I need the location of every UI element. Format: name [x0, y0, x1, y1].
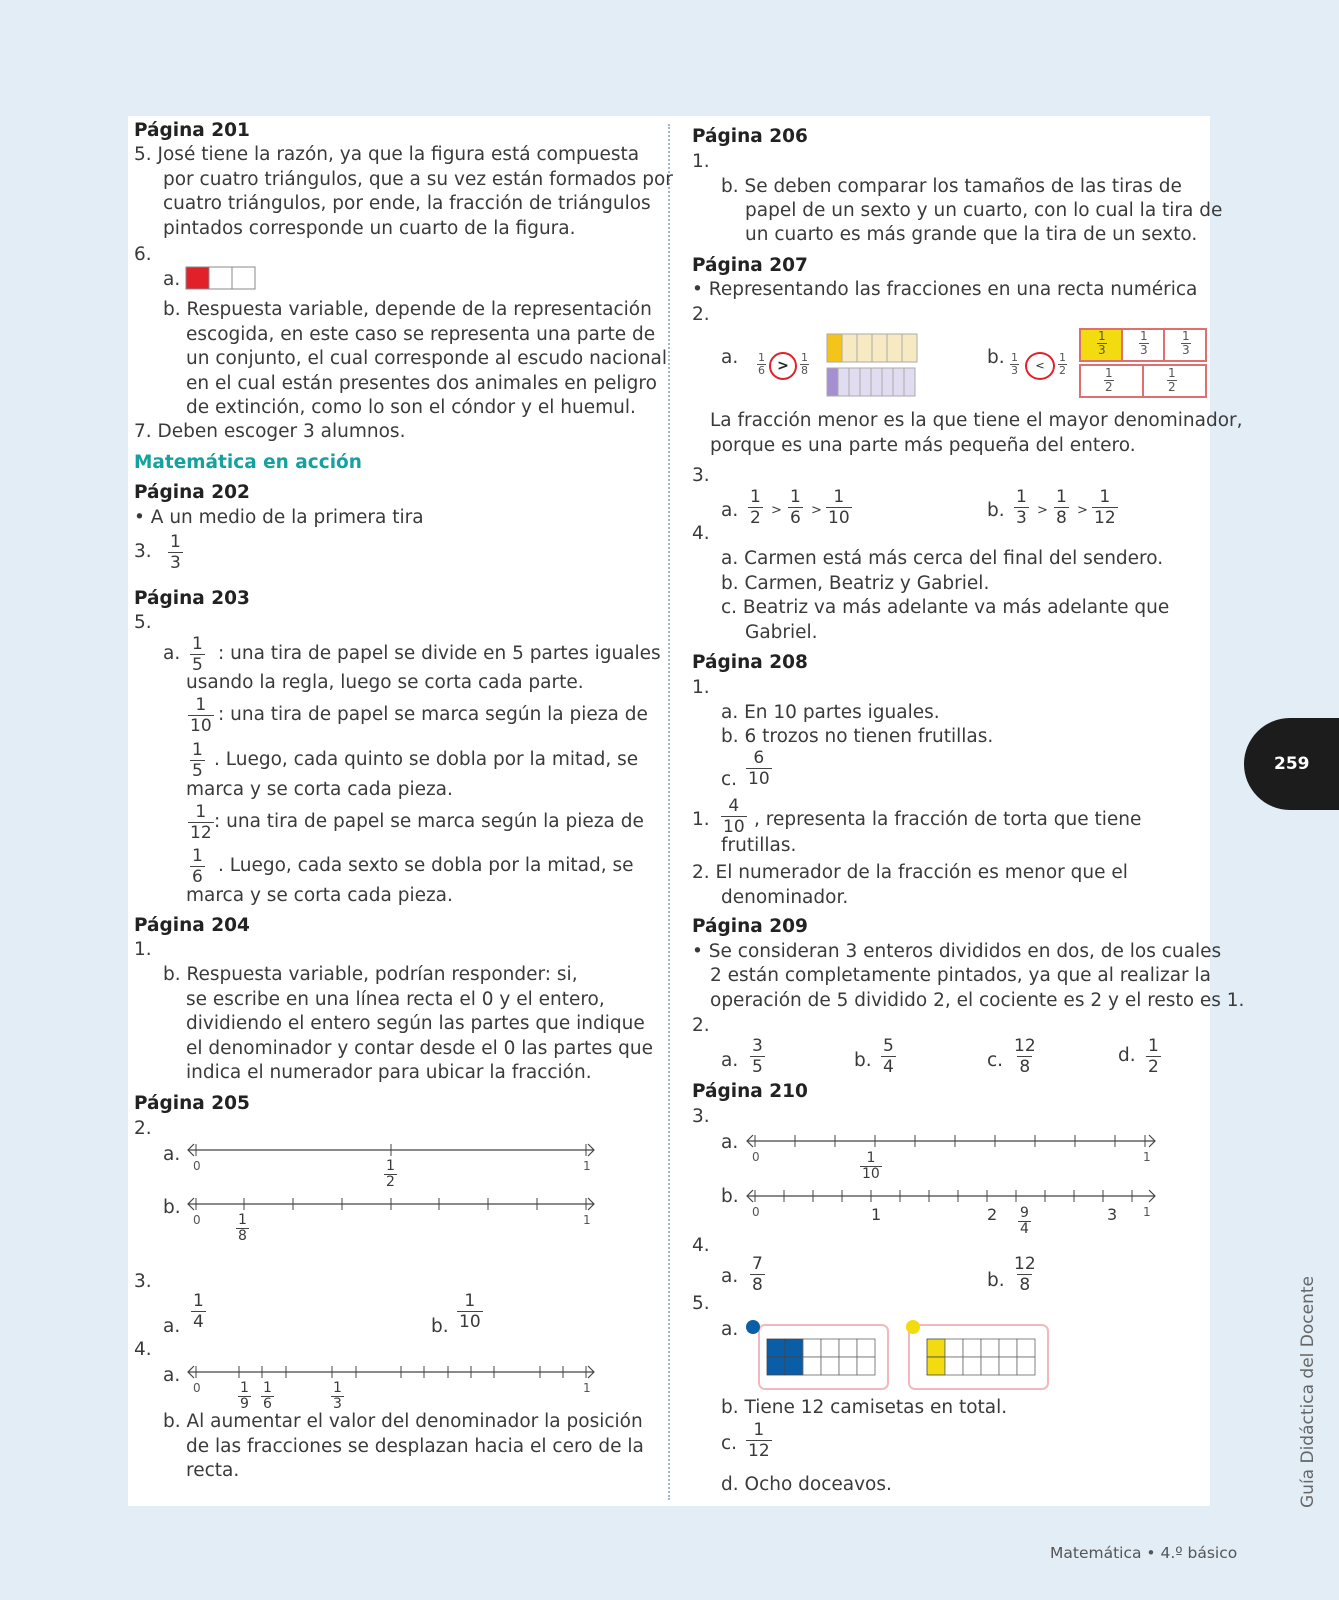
answer-text: frutillas. [721, 835, 797, 856]
fraction: $\frac{1}{10}$ [862, 1150, 880, 1182]
tick-label: 1 [583, 1213, 591, 1227]
answer-text: recta. [186, 1460, 240, 1481]
item-number: 6. [134, 244, 152, 265]
answer-text: . Luego, cada quinto se dobla por la mitad, se [214, 749, 639, 770]
fraction: $\frac{4}{10}$ [723, 796, 745, 837]
answer-text: La fracción menor es la que tiene el mayor denominador, [710, 410, 1243, 431]
tick-label: 0 [752, 1150, 760, 1164]
answer-text: en el cual están presentes dos animales en peligro [186, 373, 657, 394]
fraction: $\frac{1}{12}$ [1094, 487, 1116, 528]
number-line [186, 1362, 596, 1382]
fraction: 1 3 [1011, 351, 1018, 377]
answer-text: : una tira de papel se marca según la pieza de [214, 811, 644, 832]
answer-text: : una tira de papel se divide en 5 partes iguales [218, 643, 661, 664]
tick-label: 2 [987, 1205, 998, 1224]
item-label: b. [163, 1197, 181, 1218]
fraction: $\frac{1}{5}$ [192, 634, 203, 675]
item-number: 4. [692, 523, 710, 544]
answer-text: Gabriel. [745, 622, 818, 643]
tick-label: 3 [1107, 1205, 1118, 1224]
item-label: c. [721, 1433, 738, 1454]
answer-text: indica el numerador para ubicar la fracción. [186, 1062, 592, 1083]
fraction: $\frac{1}{6}$ [790, 487, 801, 528]
fraction: $\frac{1}{8}$ [238, 1212, 247, 1244]
answer-text: 2 están completamente pintados, ya que al realizar la [710, 965, 1211, 986]
tick-label: 0 [193, 1381, 201, 1395]
answer-text: b. Carmen, Beatriz y Gabriel. [721, 573, 990, 594]
heading-pagina-208: Página 208 [692, 652, 808, 673]
answer-text: pintados corresponde un cuarto de la figura. [163, 218, 576, 239]
item-label: a. [163, 1365, 181, 1386]
item-number: 5. [692, 1293, 710, 1314]
tick-label: 0 [752, 1205, 760, 1219]
fraction: $\frac{6}{10}$ [748, 748, 770, 789]
answer-text: escogida, en este caso se representa una parte de [186, 324, 656, 345]
fraction: 1 8 [801, 351, 808, 377]
answer-text: b. Se deben comparar los tamaños de las tiras de [721, 176, 1182, 197]
answer-text: marca y se corta cada pieza. [186, 885, 453, 906]
fraction: $\frac{1}{12}$ [190, 802, 212, 843]
blue-shirts-set [744, 1318, 892, 1392]
answer-text: c. Beatriz va más adelante va más adelante que [721, 597, 1170, 618]
fraction-strips-sixths-eighths [826, 333, 922, 397]
item-number: 1. [692, 677, 710, 698]
heading-pagina-202: Página 202 [134, 482, 250, 503]
answer-text: porque es una parte más pequeña del entero. [710, 435, 1136, 456]
side-title: Guía Didáctica del Docente [1298, 1276, 1318, 1508]
item-label: a. [721, 1266, 739, 1287]
item-label: b. [987, 347, 1005, 368]
answer-text: 2. El numerador de la fracción es menor que el [692, 862, 1128, 883]
item-label: a. [163, 643, 181, 664]
footer-text: Matemática • 4.º básico [1050, 1544, 1238, 1562]
item-label: b. [721, 1186, 739, 1207]
answer-text: . Luego, cada sexto se dobla por la mitad, se [218, 855, 634, 876]
comparison-symbol: > [771, 503, 782, 518]
item-label: a. [721, 500, 739, 521]
fraction: 1 2 [1105, 366, 1113, 394]
answer-text: un cuarto es más grande que la tira de un sexto. [745, 224, 1198, 245]
fraction: $\frac{1}{3}$ [1016, 487, 1027, 528]
tick-label: 0 [193, 1159, 201, 1173]
comparison-symbol: > [1037, 503, 1048, 518]
heading-pagina-206: Página 206 [692, 126, 808, 147]
answer-text: dividiendo el entero según las partes que indique [186, 1013, 645, 1034]
tick-label: 0 [193, 1213, 201, 1227]
item-label: b. [854, 1050, 872, 1071]
answer-text: 5. José tiene la razón, ya que la figura está compuesta [134, 144, 640, 165]
fraction: $\frac{1}{4}$ [193, 1291, 204, 1332]
answer-text: b. 6 trozos no tienen frutillas. [721, 726, 994, 747]
number-line [186, 1194, 596, 1214]
fraction: 1 6 [758, 351, 765, 377]
item-label: a. [721, 1050, 739, 1071]
heading-pagina-203: Página 203 [134, 588, 250, 609]
item-number: 5. [134, 612, 152, 633]
item-label: b. [987, 500, 1005, 521]
answer-text: a. En 10 partes iguales. [721, 702, 940, 723]
fraction: $\frac{1}{6}$ [263, 1380, 272, 1412]
fraction: 1 3 [1182, 329, 1190, 357]
answer-text: por cuatro triángulos, que a su vez están formados por [163, 169, 673, 190]
fraction: $\frac{1}{2}$ [750, 487, 761, 528]
fraction: $\frac{1}{2}$ [1148, 1036, 1159, 1077]
item-number: 3. [134, 541, 152, 562]
fraction: $\frac{9}{4}$ [1020, 1205, 1029, 1237]
fraction: $\frac{1}{3}$ [170, 532, 181, 573]
fraction: 1 3 [1098, 329, 1106, 357]
answer-text: de extinción, como lo son el cóndor y el huemul. [186, 397, 636, 418]
answer-text: el denominador y contar desde el 0 las partes que [186, 1038, 653, 1059]
item-label: a. [721, 347, 739, 368]
heading-pagina-205: Página 205 [134, 1093, 250, 1114]
red-fraction-bar [185, 266, 257, 290]
section-title: Matemática en acción [134, 452, 362, 473]
number-line [186, 1140, 596, 1160]
item-number: 1. [692, 151, 710, 172]
heading-pagina-204: Página 204 [134, 915, 250, 936]
answer-text: un conjunto, el cual corresponde al escudo nacional [186, 348, 668, 369]
answer-text: b. Respuesta variable, podrían responder: si, [163, 964, 578, 985]
heading-pagina-201: Página 201 [134, 120, 250, 141]
fraction: 1 2 [1059, 351, 1066, 377]
fraction: 1 3 [1140, 329, 1148, 357]
item-number: 3. [692, 465, 710, 486]
comparison-symbol: > [811, 503, 822, 518]
page-number-badge: 259 [1244, 718, 1339, 810]
comparison-symbol: < [1025, 352, 1055, 380]
item-number: 1. [692, 809, 710, 830]
fraction: $\frac{12}{8}$ [1014, 1254, 1036, 1295]
item-label: a. [721, 1132, 739, 1153]
fraction: $\frac{1}{10}$ [459, 1291, 481, 1332]
item-number: 2. [692, 304, 710, 325]
answer-text: se escribe en una línea recta el 0 y el entero, [186, 989, 605, 1010]
item-number: 2. [692, 1015, 710, 1036]
comparison-symbol: > [1077, 503, 1088, 518]
item-number: 3. [134, 1271, 152, 1292]
fraction: $\frac{1}{5}$ [192, 740, 203, 781]
comparison-symbol: > [769, 352, 797, 380]
tick-label: 1 [1143, 1150, 1151, 1164]
answer-text: • Se consideran 3 enteros divididos en dos, de los cuales [692, 941, 1222, 962]
fraction: $\frac{1}{10}$ [828, 487, 850, 528]
answer-text: marca y se corta cada pieza. [186, 779, 453, 800]
item-number: 4. [692, 1235, 710, 1256]
answer-text: • A un medio de la primera tira [134, 507, 424, 528]
item-label: a. [163, 1316, 181, 1337]
fraction: $\frac{1}{8}$ [1056, 487, 1067, 528]
item-label: a. [163, 269, 181, 290]
item-number: 4. [134, 1339, 152, 1360]
tick-label: 1 [583, 1381, 591, 1395]
fraction: $\frac{12}{8}$ [1014, 1036, 1036, 1077]
item-label: c. [987, 1050, 1004, 1071]
answer-text: d. Ocho doceavos. [721, 1474, 892, 1495]
fraction: $\frac{1}{2}$ [386, 1158, 395, 1190]
fraction: 1 2 [1168, 366, 1176, 394]
answer-text: a. Carmen está más cerca del final del sendero. [721, 548, 1164, 569]
item-number: 2. [134, 1118, 152, 1139]
fraction: $\frac{1}{9}$ [240, 1380, 249, 1412]
answer-text: denominador. [721, 887, 849, 908]
column-divider [668, 124, 670, 1500]
answer-text: • Representando las fracciones en una recta numérica [692, 279, 1198, 300]
answer-text: usando la regla, luego se corta cada parte. [186, 672, 584, 693]
fraction: $\frac{7}{8}$ [752, 1254, 763, 1295]
answer-text: operación de 5 dividido 2, el cociente es 2 y el resto es 1. [710, 990, 1245, 1011]
item-label: b. [987, 1270, 1005, 1291]
fraction: $\frac{5}{4}$ [883, 1036, 894, 1077]
tick-label: 1 [871, 1205, 882, 1224]
answer-text: : una tira de papel se marca según la pieza de [218, 704, 648, 725]
answer-text: b. Respuesta variable, depende de la representación [163, 299, 652, 320]
fraction: $\frac{3}{5}$ [752, 1036, 763, 1077]
fraction: $\frac{1}{10}$ [190, 695, 212, 736]
item-label: a. [721, 1319, 739, 1340]
item-number: 3. [692, 1106, 710, 1127]
heading-pagina-207: Página 207 [692, 255, 808, 276]
number-line [745, 1186, 1157, 1206]
answer-text: cuatro triángulos, por ende, la fracción de triángulos [163, 193, 651, 214]
tick-label: 1 [1143, 1205, 1151, 1219]
item-label: a. [163, 1144, 181, 1165]
tick-label: 1 [583, 1159, 591, 1173]
heading-pagina-210: Página 210 [692, 1081, 808, 1102]
answer-text: 7. Deben escoger 3 alumnos. [134, 421, 406, 442]
fraction: $\frac{1}{3}$ [333, 1380, 342, 1412]
item-label: b. [431, 1316, 449, 1337]
answer-text: de las fracciones se desplazan hacia el cero de la [186, 1436, 644, 1457]
item-label: c. [721, 769, 738, 790]
answer-text: b. Al aumentar el valor del denominador la posición [163, 1411, 643, 1432]
number-line [745, 1131, 1157, 1151]
heading-pagina-209: Página 209 [692, 916, 808, 937]
yellow-shirts-set [904, 1318, 1052, 1392]
fraction: $\frac{1}{12}$ [748, 1420, 770, 1461]
item-number: 1. [134, 939, 152, 960]
answer-text: , representa la fracción de torta que tiene [754, 809, 1142, 830]
answer-text: papel de un sexto y un cuarto, con lo cual la tira de [745, 200, 1223, 221]
fraction: $\frac{1}{6}$ [192, 846, 203, 887]
answer-text: b. Tiene 12 camisetas en total. [721, 1397, 1008, 1418]
item-label: d. [1118, 1045, 1136, 1066]
